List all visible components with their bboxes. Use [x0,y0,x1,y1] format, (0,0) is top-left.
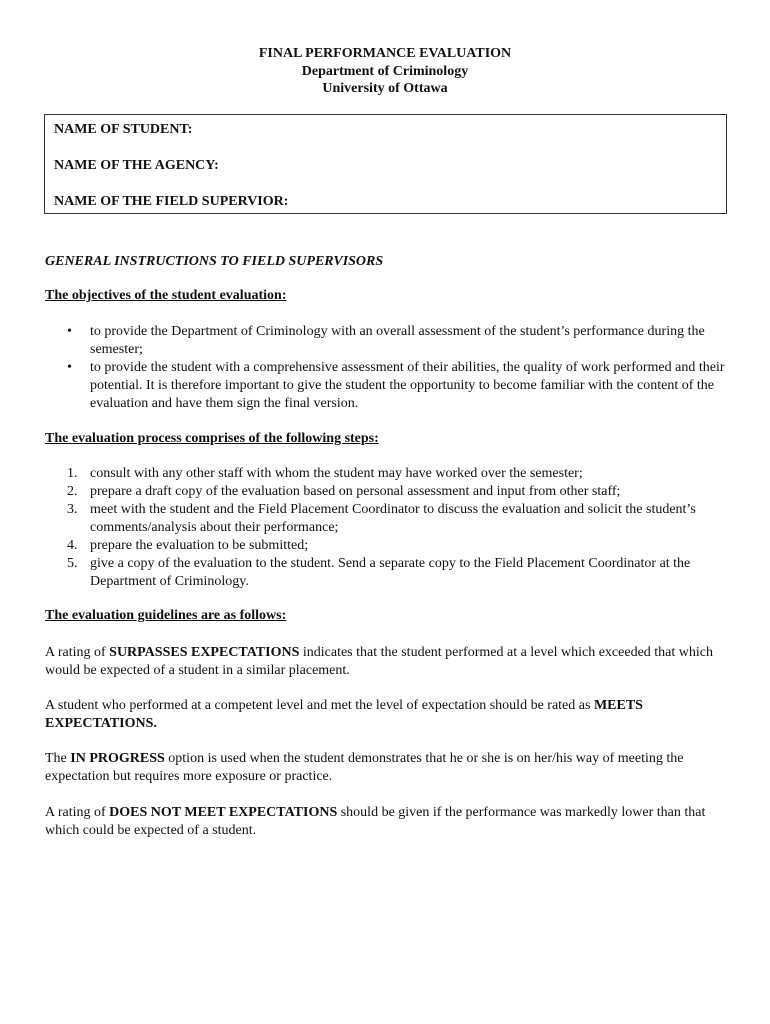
does-not-meet-paragraph: A rating of DOES NOT MEET EXPECTATIONS should be given if the performance was markedly lower than that which could be expected of a student. [45,805,706,838]
meets-rating: MEETS EXPECTATIONS. [45,698,643,731]
document-header [0,45,770,98]
department-name: Department of Criminology [301,63,469,79]
guidelines-heading: The evaluation guidelines are as follows: [45,608,287,623]
agency-name-label: NAME OF THE AGENCY: [54,158,219,173]
does-not-meet-rating: DOES NOT MEET EXPECTATIONS [109,805,338,820]
bullet-icon: • [67,324,72,339]
bullet-icon: • [67,360,72,375]
surpasses-rating: SURPASSES EXPECTATIONS [109,645,300,660]
student-info-box [44,114,727,214]
surpasses-paragraph: A rating of SURPASSES EXPECTATIONS indicates that the student performed at a level which exceeded that which would be expected of a student in a similar placement. [45,645,713,678]
list-item: 5. give a copy of the evaluation to the student. Send a separate copy to the Field Placement Coordinator at the Department of Criminology. [67,556,691,589]
list-item: 1. consult with any other staff with whom the student may have worked over the semester; [67,466,583,481]
in-progress-rating: IN PROGRESS [70,751,165,766]
objectives-heading: The objectives of the student evaluation: [45,288,287,303]
list-item: 3. meet with the student and the Field Placement Coordinator to discuss the evaluation and solicit the student’s comments/analysis about their performance; [67,502,696,535]
list-item: • to provide the Department of Criminology with an overall assessment of the student’s performance during the semester; [67,324,705,357]
document-title: FINAL PERFORMANCE EVALUATION [258,46,512,61]
list-item: 4. prepare the evaluation to be submitted; [67,538,309,553]
in-progress-paragraph: The IN PROGRESS option is used when the student demonstrates that he or she is on her/his way of meeting the expectation but requires more exposure or practice. [45,751,684,784]
student-name-label: NAME OF STUDENT: [54,122,193,137]
list-item: 2. prepare a draft copy of the evaluation based on personal assessment and input from other staff; [67,484,621,499]
process-heading: The evaluation process comprises of the following steps: [45,431,379,446]
university-name: University of Ottawa [322,81,448,96]
objectives-list [45,323,725,413]
field-supervisor-label: NAME OF THE FIELD SUPERVIOR: [54,194,289,209]
general-instructions-heading: GENERAL INSTRUCTIONS TO FIELD SUPERVISORS [45,254,384,269]
process-steps-list [45,465,725,591]
meets-paragraph: A student who performed at a competent level and met the level of expectation should be rated as MEETS EXPECTATIONS. [45,698,643,731]
list-item: • to provide the student with a comprehensive assessment of their abilities, the quality of work performed and their potential. It is therefore important to give the student the opportunity to become familiar with the content of the evaluation and have them sign the final version. [67,360,725,411]
